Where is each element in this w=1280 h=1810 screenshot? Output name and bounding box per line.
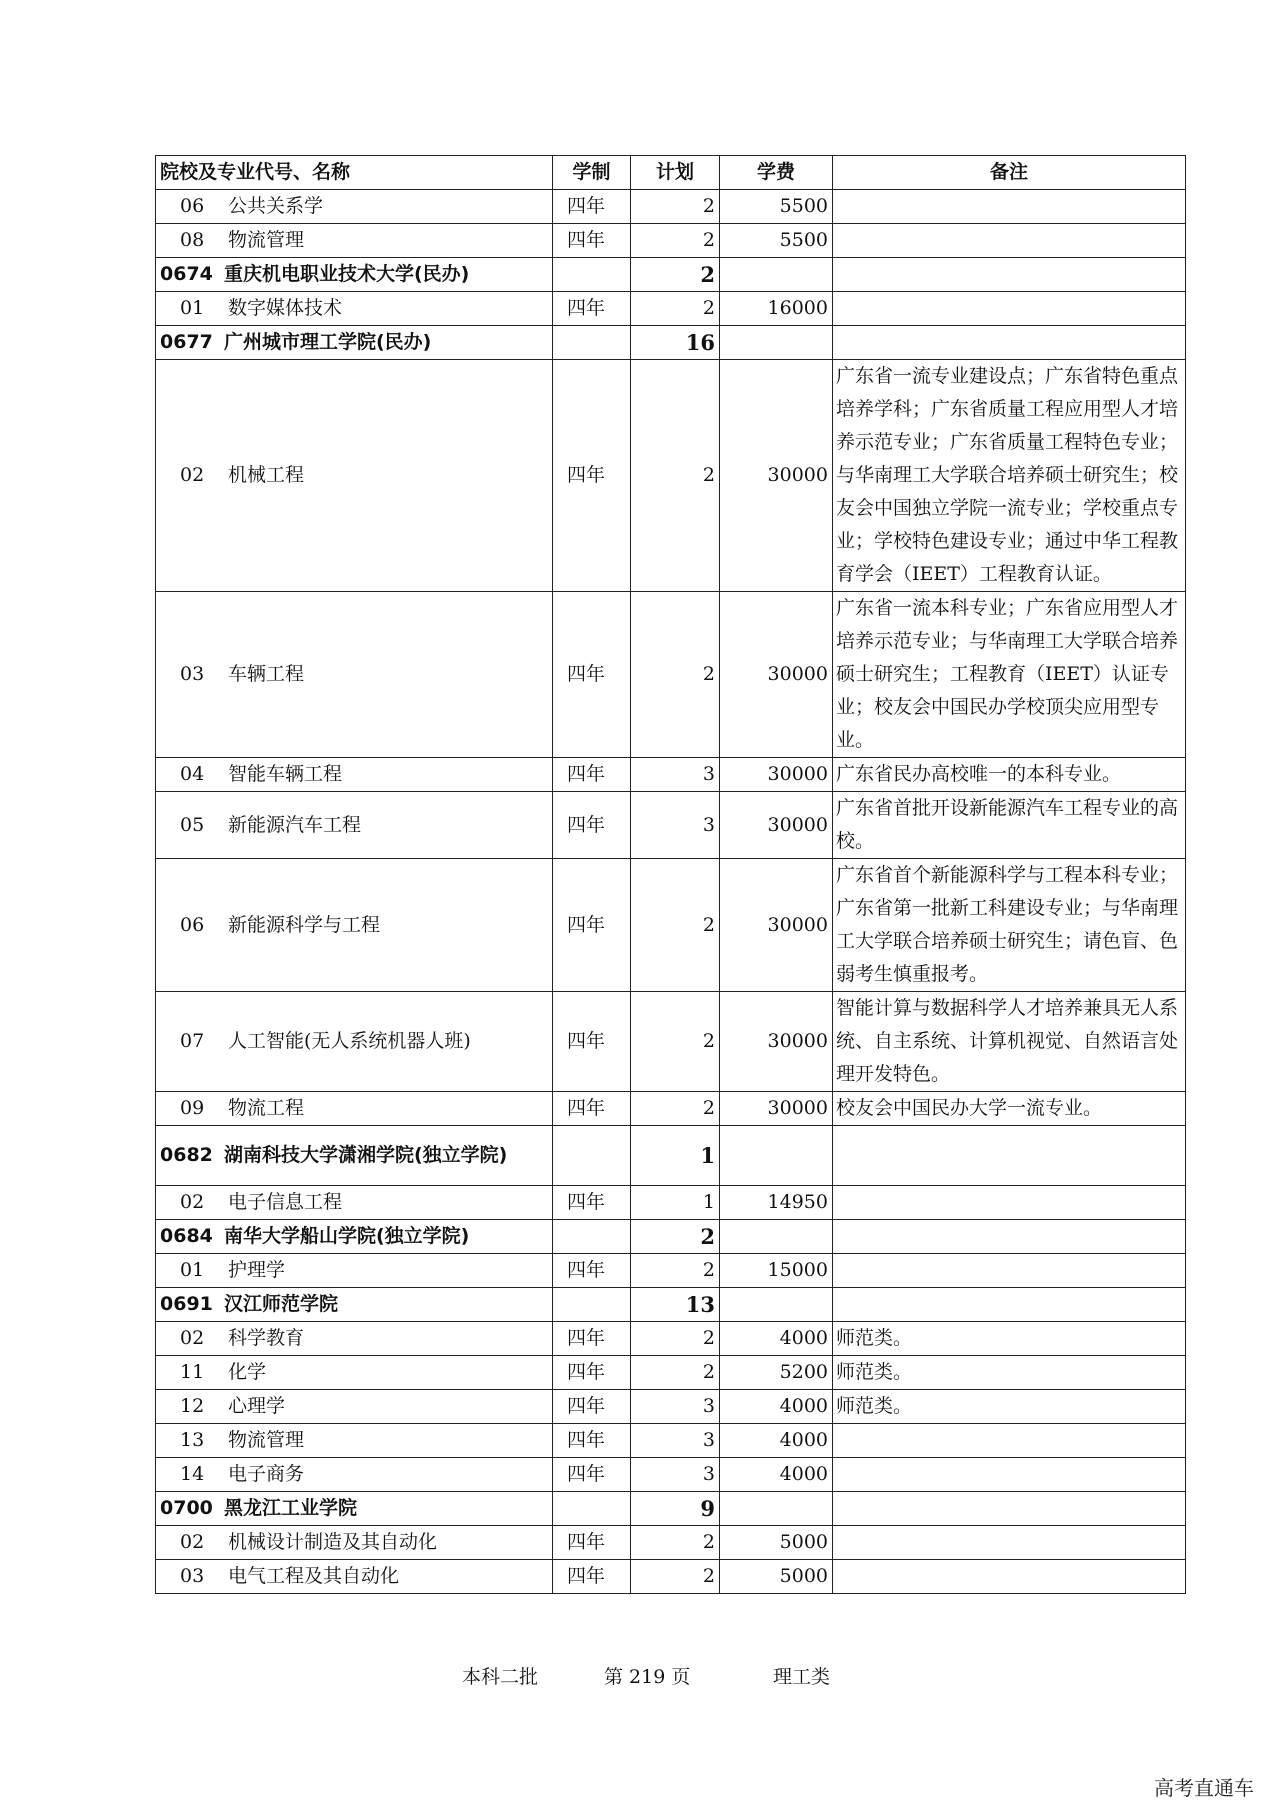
table-row xyxy=(156,592,1186,758)
school-name: 黑龙江工业学院 xyxy=(224,1497,358,1519)
fee-cell: 30000 xyxy=(720,758,833,792)
fee-cell: 5200 xyxy=(720,1356,833,1390)
table-row xyxy=(156,1092,1186,1126)
length-cell: 四年 xyxy=(553,992,631,1092)
major-name: 电气工程及其自动化 xyxy=(228,1565,400,1587)
header-fee: 学费 xyxy=(720,156,833,190)
table-row xyxy=(156,792,1186,859)
table-row xyxy=(156,1254,1186,1288)
name-cell xyxy=(156,1126,553,1186)
fee-cell: 30000 xyxy=(720,859,833,992)
school-code: 0682 xyxy=(160,1144,213,1166)
table-row xyxy=(156,190,1186,224)
name-cell xyxy=(156,1390,553,1424)
school-code: 0684 xyxy=(160,1225,213,1247)
fee-cell: 30000 xyxy=(720,792,833,859)
length-cell: 四年 xyxy=(553,758,631,792)
plan-cell: 1 xyxy=(631,1126,720,1186)
major-code: 01 xyxy=(180,297,205,319)
major-code: 12 xyxy=(180,1395,205,1417)
major-code: 14 xyxy=(180,1463,205,1485)
school-row xyxy=(156,1220,1186,1254)
major-code: 06 xyxy=(180,913,205,936)
note-cell xyxy=(833,326,1186,360)
fee-cell: 30000 xyxy=(720,992,833,1092)
plan-cell: 2 xyxy=(631,1560,720,1594)
length-cell: 四年 xyxy=(553,1254,631,1288)
name-cell xyxy=(156,1322,553,1356)
header-plan: 计划 xyxy=(631,156,720,190)
note-cell xyxy=(833,224,1186,258)
school-row xyxy=(156,1126,1186,1186)
table-row xyxy=(156,1458,1186,1492)
major-name: 电子信息工程 xyxy=(228,1191,343,1213)
major-code: 03 xyxy=(180,1565,205,1587)
table-row xyxy=(156,1356,1186,1390)
name-cell xyxy=(156,1220,553,1254)
major-name: 物流管理 xyxy=(228,1429,305,1451)
length-cell xyxy=(553,1220,631,1254)
fee-cell: 30000 xyxy=(720,360,833,592)
length-cell: 四年 xyxy=(553,190,631,224)
plan-cell: 16 xyxy=(631,326,720,360)
school-code: 0691 xyxy=(160,1293,213,1315)
major-code: 03 xyxy=(180,663,205,685)
footer-batch: 本科二批 xyxy=(462,1666,539,1688)
length-cell: 四年 xyxy=(553,1356,631,1390)
name-cell xyxy=(156,258,553,292)
plan-cell: 3 xyxy=(631,1390,720,1424)
length-cell xyxy=(553,1492,631,1526)
name-cell xyxy=(156,360,553,592)
note-cell: 广东省民办高校唯一的本科专业。 xyxy=(833,758,1186,792)
fee-cell: 5000 xyxy=(720,1560,833,1594)
page-footer xyxy=(0,1662,1280,1692)
table-row xyxy=(156,1390,1186,1424)
table-row xyxy=(156,859,1186,992)
plan-cell: 1 xyxy=(631,1186,720,1220)
fee-cell: 4000 xyxy=(720,1390,833,1424)
major-name: 科学教育 xyxy=(228,1327,305,1349)
fee-cell: 5000 xyxy=(720,1526,833,1560)
header-length: 学制 xyxy=(553,156,631,190)
major-name: 心理学 xyxy=(228,1395,286,1417)
length-cell xyxy=(553,1126,631,1186)
plan-cell: 2 xyxy=(631,1526,720,1560)
fee-cell xyxy=(720,1220,833,1254)
note-cell: 师范类。 xyxy=(833,1322,1186,1356)
plan-cell: 3 xyxy=(631,1458,720,1492)
length-cell xyxy=(553,1288,631,1322)
length-cell: 四年 xyxy=(553,1186,631,1220)
major-code: 08 xyxy=(180,229,205,251)
name-cell xyxy=(156,1492,553,1526)
major-code: 02 xyxy=(180,1531,205,1553)
length-cell: 四年 xyxy=(553,859,631,992)
major-code: 13 xyxy=(180,1429,205,1451)
length-cell: 四年 xyxy=(553,224,631,258)
name-cell xyxy=(156,1526,553,1560)
major-name: 机械工程 xyxy=(228,464,305,486)
major-name: 数字媒体技术 xyxy=(228,297,343,319)
fee-cell: 4000 xyxy=(720,1322,833,1356)
note-cell: 师范类。 xyxy=(833,1390,1186,1424)
note-cell xyxy=(833,1560,1186,1594)
table-row xyxy=(156,292,1186,326)
plan-cell: 3 xyxy=(631,792,720,859)
plan-cell: 2 xyxy=(631,1092,720,1126)
fee-cell: 16000 xyxy=(720,292,833,326)
length-cell xyxy=(553,258,631,292)
table-row xyxy=(156,1560,1186,1594)
watermark-text: 高考直通车 xyxy=(1154,1776,1254,1800)
table-row xyxy=(156,992,1186,1092)
fee-cell: 5500 xyxy=(720,190,833,224)
length-cell: 四年 xyxy=(553,1390,631,1424)
plan-cell: 2 xyxy=(631,1254,720,1288)
major-code: 02 xyxy=(180,464,205,486)
major-name: 物流工程 xyxy=(228,1097,305,1119)
major-code: 11 xyxy=(180,1361,205,1383)
note-cell: 广东省一流专业建设点；广东省特色重点培养学科；广东省质量工程应用型人才培养示范专业；广东省质量工程特色专业；与华南理工大学联合培养硕士研究生；校友会中国独立学院一流专业；学校重点专业；学校特色建设专业；通过中华工程教育学会（IEET）工程教育认证。 xyxy=(833,360,1186,592)
major-name: 化学 xyxy=(228,1361,267,1383)
name-cell xyxy=(156,1458,553,1492)
fee-cell: 5500 xyxy=(720,224,833,258)
major-code: 07 xyxy=(180,1030,205,1052)
name-cell xyxy=(156,1186,553,1220)
fee-cell xyxy=(720,326,833,360)
plan-cell: 2 xyxy=(631,859,720,992)
table-row xyxy=(156,360,1186,592)
length-cell: 四年 xyxy=(553,1526,631,1560)
major-name: 车辆工程 xyxy=(228,663,305,685)
note-cell xyxy=(833,1126,1186,1186)
note-cell xyxy=(833,1458,1186,1492)
major-name: 机械设计制造及其自动化 xyxy=(228,1531,438,1553)
school-name: 重庆机电职业技术大学(民办) xyxy=(224,263,470,285)
major-code: 01 xyxy=(180,1259,205,1281)
school-row xyxy=(156,1492,1186,1526)
table-row xyxy=(156,1322,1186,1356)
note-cell xyxy=(833,1526,1186,1560)
school-row xyxy=(156,1288,1186,1322)
major-name: 物流管理 xyxy=(228,229,305,251)
plan-cell: 2 xyxy=(631,224,720,258)
admission-plan-table xyxy=(155,155,1186,1594)
plan-cell: 2 xyxy=(631,1322,720,1356)
name-cell xyxy=(156,292,553,326)
note-cell: 广东省首批开设新能源汽车工程专业的高校。 xyxy=(833,792,1186,859)
table-row xyxy=(156,224,1186,258)
length-cell: 四年 xyxy=(553,592,631,758)
plan-cell: 2 xyxy=(631,360,720,592)
footer-page-number: 第 219 页 xyxy=(604,1666,691,1688)
school-code: 0677 xyxy=(160,331,213,353)
length-cell: 四年 xyxy=(553,360,631,592)
length-cell: 四年 xyxy=(553,1322,631,1356)
school-name: 汉江师范学院 xyxy=(224,1293,339,1315)
length-cell: 四年 xyxy=(553,1560,631,1594)
table-row xyxy=(156,758,1186,792)
fee-cell: 4000 xyxy=(720,1424,833,1458)
length-cell: 四年 xyxy=(553,1424,631,1458)
major-name: 电子商务 xyxy=(228,1463,305,1485)
note-cell: 广东省首个新能源科学与工程本科专业；广东省第一批新工科建设专业；与华南理工大学联合培养硕士研究生；请色盲、色弱考生慎重报考。 xyxy=(833,859,1186,992)
plan-cell: 3 xyxy=(631,758,720,792)
plan-cell: 2 xyxy=(631,1356,720,1390)
name-cell xyxy=(156,190,553,224)
fee-cell xyxy=(720,1492,833,1526)
plan-cell: 2 xyxy=(631,992,720,1092)
name-cell xyxy=(156,792,553,859)
note-cell xyxy=(833,1186,1186,1220)
major-code: 06 xyxy=(180,195,205,217)
school-code: 0674 xyxy=(160,263,213,285)
length-cell xyxy=(553,326,631,360)
note-cell xyxy=(833,258,1186,292)
table-row xyxy=(156,1526,1186,1560)
major-name: 新能源科学与工程 xyxy=(228,913,381,936)
major-name: 公共关系学 xyxy=(228,195,324,217)
name-cell xyxy=(156,1560,553,1594)
note-cell xyxy=(833,1424,1186,1458)
table-row xyxy=(156,1186,1186,1220)
plan-cell: 2 xyxy=(631,292,720,326)
major-code: 05 xyxy=(180,813,205,836)
name-cell xyxy=(156,1424,553,1458)
plan-cell: 2 xyxy=(631,592,720,758)
school-row xyxy=(156,258,1186,292)
name-cell xyxy=(156,224,553,258)
note-cell xyxy=(833,1220,1186,1254)
plan-cell: 13 xyxy=(631,1288,720,1322)
name-cell xyxy=(156,1288,553,1322)
major-code: 09 xyxy=(180,1097,205,1119)
length-cell: 四年 xyxy=(553,1092,631,1126)
name-cell xyxy=(156,992,553,1092)
major-name: 人工智能(无人系统机器人班) xyxy=(228,1030,471,1052)
fee-cell xyxy=(720,1126,833,1186)
fee-cell: 30000 xyxy=(720,1092,833,1126)
note-cell xyxy=(833,190,1186,224)
note-cell xyxy=(833,1492,1186,1526)
note-cell xyxy=(833,1254,1186,1288)
note-cell xyxy=(833,1288,1186,1322)
name-cell xyxy=(156,1254,553,1288)
note-cell: 师范类。 xyxy=(833,1356,1186,1390)
table-header-row xyxy=(156,156,1186,190)
plan-cell: 2 xyxy=(631,1220,720,1254)
major-name: 护理学 xyxy=(228,1259,286,1281)
plan-cell: 2 xyxy=(631,190,720,224)
length-cell: 四年 xyxy=(553,792,631,859)
table-row xyxy=(156,1424,1186,1458)
fee-cell: 4000 xyxy=(720,1458,833,1492)
fee-cell: 15000 xyxy=(720,1254,833,1288)
major-code: 04 xyxy=(180,763,205,785)
school-row xyxy=(156,326,1186,360)
name-cell xyxy=(156,1356,553,1390)
school-code: 0700 xyxy=(160,1497,213,1519)
school-name: 广州城市理工学院(民办) xyxy=(224,331,432,353)
header-note: 备注 xyxy=(833,156,1186,190)
plan-cell: 9 xyxy=(631,1492,720,1526)
footer-category: 理工类 xyxy=(773,1666,831,1688)
name-cell xyxy=(156,592,553,758)
name-cell xyxy=(156,326,553,360)
major-code: 02 xyxy=(180,1327,205,1349)
fee-cell: 30000 xyxy=(720,592,833,758)
major-name: 新能源汽车工程 xyxy=(228,813,362,836)
header-name: 院校及专业代号、名称 xyxy=(156,156,553,190)
school-name: 湖南科技大学潇湘学院(独立学院) xyxy=(224,1144,508,1166)
school-name: 南华大学船山学院(独立学院) xyxy=(224,1225,470,1247)
note-cell: 校友会中国民办大学一流专业。 xyxy=(833,1092,1186,1126)
fee-cell xyxy=(720,1288,833,1322)
name-cell xyxy=(156,758,553,792)
fee-cell: 14950 xyxy=(720,1186,833,1220)
major-code: 02 xyxy=(180,1191,205,1213)
fee-cell xyxy=(720,258,833,292)
length-cell: 四年 xyxy=(553,292,631,326)
name-cell xyxy=(156,859,553,992)
note-cell: 广东省一流本科专业；广东省应用型人才培养示范专业；与华南理工大学联合培养硕士研究生；工程教育（IEET）认证专业；校友会中国民办学校顶尖应用型专业。 xyxy=(833,592,1186,758)
plan-cell: 2 xyxy=(631,258,720,292)
plan-cell: 3 xyxy=(631,1424,720,1458)
note-cell xyxy=(833,292,1186,326)
length-cell: 四年 xyxy=(553,1458,631,1492)
note-cell: 智能计算与数据科学人才培养兼具无人系统、自主系统、计算机视觉、自然语言处理开发特色。 xyxy=(833,992,1186,1092)
major-name: 智能车辆工程 xyxy=(228,763,343,785)
name-cell xyxy=(156,1092,553,1126)
